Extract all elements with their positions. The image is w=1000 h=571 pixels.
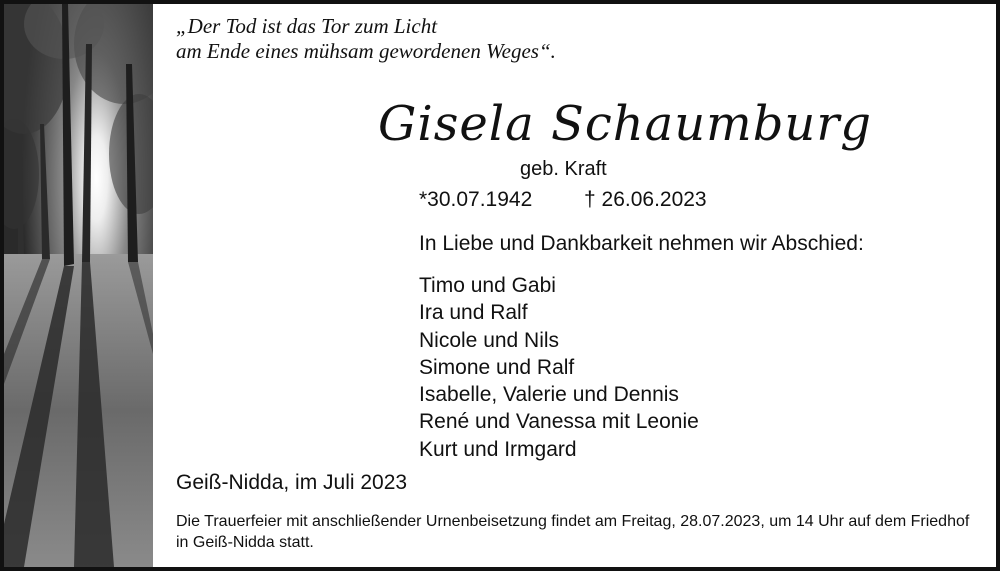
trees-sunlight-photo	[4, 4, 153, 567]
quote-line-2: am Ende eines mühsam gewordenen Weges“.	[176, 39, 556, 63]
mourner-item: Ira und Ralf	[419, 301, 528, 325]
forest-image	[4, 4, 153, 567]
mourner-item: René und Vanessa mit Leonie	[419, 410, 699, 434]
birth-date: *30.07.1942	[419, 188, 533, 211]
place-and-date: Geiß-Nidda, im Juli 2023	[176, 471, 408, 494]
death-date: † 26.06.2023	[584, 188, 707, 211]
funeral-notice: Die Trauerfeier mit anschließender Urnenbeisetzung findet am Freitag, 28.07.2023, um 14 Uhr auf dem Friedhof in Geiß-Nidda statt.	[176, 513, 970, 551]
mourner-item: Isabelle, Valerie und Dennis	[419, 383, 679, 407]
mourner-item: Nicole und Nils	[419, 328, 560, 352]
mourner-item: Simone und Ralf	[419, 355, 575, 379]
memorial-quote	[176, 14, 556, 64]
maiden-name: geb. Kraft	[520, 158, 607, 180]
mourner-item: Timo und Gabi	[419, 274, 556, 297]
deceased-name: Gisela Schaumburg	[378, 96, 872, 152]
farewell-text: In Liebe und Dankbarkeit nehmen wir Abschied:	[419, 232, 864, 255]
quote-line-1: „Der Tod ist das Tor zum Licht	[176, 14, 438, 38]
mourner-item: Kurt und Irmgard	[419, 437, 577, 461]
mourners-list	[419, 272, 699, 463]
